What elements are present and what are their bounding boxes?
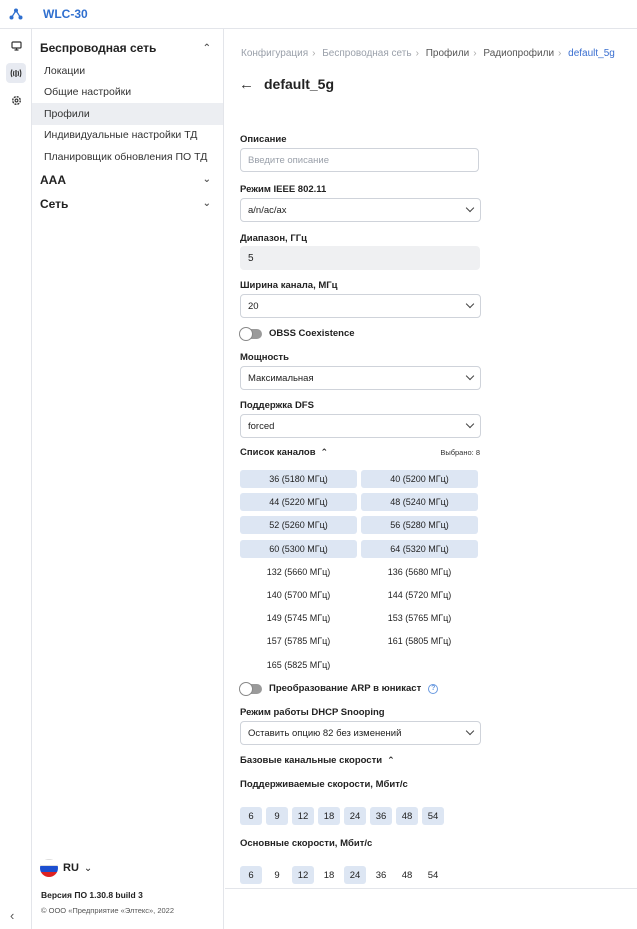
chevron-down-icon [466,204,474,212]
dfs-value: forced [248,420,275,432]
dfs-select[interactable] [240,414,481,438]
language-selector[interactable] [40,859,92,877]
sidebar-section-wireless[interactable] [32,36,223,60]
ieee-mode-select[interactable] [240,198,481,222]
dfs-label: Поддержка DFS [240,400,314,411]
supported-rate-chip[interactable]: 18 [318,807,340,825]
collapse-sidebar-icon[interactable]: ‹ [10,908,15,923]
ieee-mode-value: a/n/ac/ax [248,204,287,216]
sidebar-item-update-scheduler[interactable]: Планировщик обновления ПО ТД [44,150,208,163]
obss-toggle[interactable] [240,329,262,339]
arp-toggle[interactable] [240,684,262,694]
supported-rates-list [240,807,444,825]
channel-chip[interactable]: 161 (5805 МГц) [387,636,452,647]
supported-rate-chip[interactable]: 6 [240,807,262,825]
sidebar-section-wireless-label: Беспроводная сеть [40,41,157,55]
channel-chip[interactable]: 44 (5220 МГц) [240,493,357,511]
channel-width-value: 20 [248,300,259,312]
dhcp-snooping-value: Оставить опцию 82 без изменений [248,727,402,739]
band-value: 5 [248,252,254,264]
app-title: WLC-30 [43,7,88,21]
power-select[interactable] [240,366,481,390]
dhcp-snooping-select[interactable] [240,721,481,745]
description-placeholder: Введите описание [248,154,329,166]
breadcrumb-item[interactable]: Беспроводная сеть [322,48,412,59]
footer-bar [225,888,637,929]
sidebar-item-ap-settings[interactable]: Индивидуальные настройки ТД [44,129,198,142]
basic-rate-chip[interactable]: 6 [240,866,262,884]
channel-chip[interactable]: 165 (5825 МГц) [266,659,331,670]
arp-row [240,683,438,694]
channel-chip[interactable]: 136 (5680 МГц) [387,566,452,577]
band-field [240,246,480,270]
description-label: Описание [240,134,287,145]
basic-rates-list [240,866,444,884]
channel-chip[interactable]: 132 (5660 МГц) [266,566,331,577]
chevron-up-icon: ⌃ [202,42,211,54]
back-arrow-icon[interactable]: ← [239,76,254,93]
description-input[interactable] [240,148,479,172]
language-label: RU [63,862,79,874]
breadcrumb-current: default_5g [568,48,615,59]
supported-rate-chip[interactable]: 12 [292,807,314,825]
basic-rate-chip[interactable]: 36 [375,869,387,881]
basic-rate-chip[interactable]: 12 [292,866,314,884]
supported-rates-label: Поддерживаемые скорости, Мбит/с [240,779,408,790]
sidebar-item-locations[interactable]: Локации [44,64,86,77]
power-value: Максимальная [248,372,314,384]
supported-rate-chip[interactable]: 54 [422,807,444,825]
sidebar [32,29,224,929]
channel-chip[interactable]: 40 (5200 МГц) [361,470,478,488]
channel-chip[interactable]: 36 (5180 МГц) [240,470,357,488]
breadcrumb: Конфигурация › Беспроводная сеть › Профили › Радиопрофили › default_5g [241,48,615,59]
chevron-down-icon [466,420,474,428]
monitor-icon[interactable] [6,36,26,56]
chevron-down-icon: ⌄ [202,198,211,209]
channel-list-toggle[interactable] [240,447,328,458]
channel-width-label: Ширина канала, МГц [240,280,338,291]
channel-chip[interactable]: 140 (5700 МГц) [266,589,331,600]
breadcrumb-item[interactable]: Радиопрофили [483,48,555,59]
dhcp-snooping-label: Режим работы DHCP Snooping [240,707,385,718]
channel-chip[interactable]: 64 (5320 МГц) [361,540,478,558]
power-label: Мощность [240,352,289,363]
channel-selected-count: Выбрано: 8 [440,448,480,457]
basic-rate-chip[interactable]: 24 [344,866,366,884]
chevron-up-icon: ⌃ [320,447,329,457]
icon-rail [0,29,32,929]
chevron-up-icon: ⌃ [387,755,395,765]
basic-rates-label: Базовые канальные скорости [240,755,383,766]
channel-list-label: Список каналов [240,447,316,458]
supported-rate-chip[interactable]: 24 [344,807,366,825]
sidebar-section-network-label: Сеть [40,196,69,211]
channel-chip[interactable]: 52 (5260 МГц) [240,516,357,534]
channel-width-select[interactable] [240,294,481,318]
sidebar-item-profiles[interactable]: Профили [32,103,223,125]
chevron-down-icon [466,727,474,735]
sidebar-section-aaa-label: AAA [40,172,66,187]
breadcrumb-item[interactable]: Профили [425,48,470,59]
ieee-mode-label: Режим IEEE 802.11 [240,184,327,195]
chevron-down-icon: ⌄ [202,174,211,185]
supported-rate-chip[interactable]: 9 [266,807,288,825]
chevron-down-icon [466,300,474,308]
basic-rate-chip[interactable]: 18 [323,869,335,881]
arp-label: Преобразование ARP в юникаст [269,683,422,694]
channel-chip[interactable]: 153 (5765 МГц) [387,613,452,624]
channel-list-header [240,447,480,458]
basic-rate-chip[interactable]: 54 [427,869,439,881]
copyright: © ООО «Предприятие «Элтекс», 2022 [41,906,175,915]
app-logo-icon[interactable] [0,0,32,29]
channel-chip[interactable]: 56 (5280 МГц) [361,516,478,534]
main-content [225,29,637,889]
gear-icon[interactable] [6,90,26,110]
channel-chip[interactable]: 60 (5300 МГц) [240,540,357,558]
basic-rate-chip[interactable]: 48 [401,869,413,881]
channel-grid [240,470,480,674]
obss-row [240,328,355,339]
sidebar-section-network[interactable] [32,192,223,216]
supported-rate-chip[interactable]: 36 [370,807,392,825]
basic-rates-sub-label: Основные скорости, Мбит/с [240,838,373,849]
channel-chip[interactable]: 149 (5745 МГц) [266,613,331,624]
page-title: default_5g [264,76,335,92]
software-version: Версия ПО 1.30.8 build 3 [41,890,143,900]
channel-chip[interactable]: 48 (5240 МГц) [361,493,478,511]
wireless-icon[interactable] [6,63,26,83]
basic-rate-chip[interactable]: 9 [274,869,280,881]
channel-chip[interactable]: 157 (5785 МГц) [266,636,331,647]
russia-flag-icon [40,859,58,877]
breadcrumb-item[interactable]: Конфигурация [241,48,309,59]
band-label: Диапазон, ГГц [240,233,307,244]
basic-rates-toggle[interactable] [240,755,395,766]
sidebar-section-aaa[interactable] [32,168,223,192]
top-bar [0,0,637,29]
supported-rate-chip[interactable]: 48 [396,807,418,825]
chevron-down-icon: ⌄ [83,862,93,874]
channel-chip[interactable]: 144 (5720 МГц) [387,589,452,600]
obss-label: OBSS Coexistence [269,328,355,339]
help-icon[interactable]: ? [428,684,438,694]
sidebar-item-general-settings[interactable]: Общие настройки [44,86,132,99]
chevron-down-icon [466,372,474,380]
